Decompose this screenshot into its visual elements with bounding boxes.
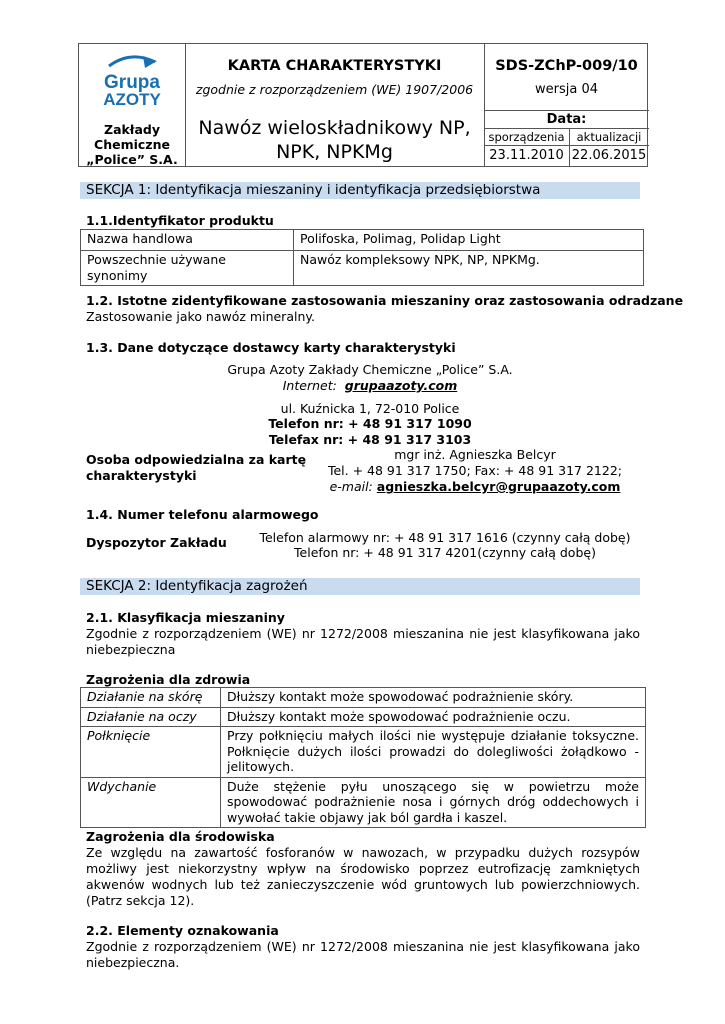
internet-link[interactable]: grupaazoty.com (344, 378, 458, 393)
s11-heading: 1.1.Identyfikator produktu (86, 213, 274, 228)
s21-heading: 2.1. Klasyfikacja mieszaniny (86, 610, 285, 625)
email-link[interactable]: agnieszka.belcyr@grupaazoty.com (376, 479, 621, 494)
s21-text: Zgodnie z rozporządzeniem (WE) nr 1272/2008 mieszanina nie jest klasyfikowana jako niebezpieczna (86, 626, 640, 657)
table-label: Powszechnie używane synonimy (81, 251, 294, 286)
document-header (78, 43, 648, 167)
table-value: Nawóz kompleksowy NPK, NP, NPKMg. (294, 251, 644, 286)
supplier-internet: Internet: grupaazoty.com (282, 378, 458, 393)
document-title: KARTA CHARAKTERYSTYKI (227, 58, 442, 74)
table-label: Działanie na oczy (81, 707, 221, 727)
s13-heading: 1.3. Dane dotyczące dostawcy karty charakterystyki (86, 340, 456, 355)
responsible-name: mgr inż. Agnieszka Belcyr (394, 447, 556, 462)
env-heading: Zagrożenia dla środowiska (86, 829, 275, 844)
health-hazards-table (80, 687, 646, 828)
env-text: Ze względu na zawartość fosforanów w nawozach, w przypadku dużych rozsypów możliwy jest niekorzystny wpływ na środowisko poprzez eutrofizację zamkniętych akwenów wodnych lub też zanieczyszczenie wód gruntowych lub powierzchniowych. (Patrz sekcja 12). (86, 845, 640, 908)
table-row (81, 251, 644, 286)
s14-heading: 1.4. Numer telefonu alarmowego (86, 507, 319, 522)
responsible-label: Osoba odpowiedzialna za kartę charakterystyki (86, 452, 307, 483)
company-name: Zakłady Chemiczne „Police” S.A. (86, 122, 178, 167)
created-column-label: sporządzenia (488, 130, 565, 144)
section1-title: SEKCJA 1: Identyfikacja mieszaniny i identyfikacja przedsiębiorstwa (80, 182, 640, 199)
health-heading: Zagrożenia dla zdrowia (86, 672, 251, 687)
table-row (81, 727, 646, 778)
table-value: Duże stężenie pyłu unoszącego się w powietrzu może spowodować podrażnienie nosa i górnych dróg oddechowych i wywołać takie objawy jak ból gardła i kaszel. (221, 777, 646, 828)
table-label: Działanie na skórę (81, 688, 221, 708)
table-label: Nazwa handlowa (81, 230, 294, 251)
s12-text: Zastosowanie jako nawóz mineralny. (86, 309, 315, 324)
regulation-subtitle: zgodnie z rozporządzeniem (WE) 1907/2006 (195, 82, 474, 97)
responsible-email (300, 479, 650, 495)
responsible-phone: Tel. + 48 91 317 1750; Fax: + 48 91 317 2122; (327, 463, 622, 478)
alarm-phone-2: Telefon nr: + 48 91 317 4201(czynny całą dobę) (294, 545, 596, 560)
table-row (81, 707, 646, 727)
supplier-phone: Telefon nr: + 48 91 317 1090 (268, 416, 472, 431)
document-version: wersja 04 (534, 82, 598, 97)
table-row (81, 777, 646, 828)
product-identifier-table (80, 229, 644, 286)
updated-column-label: aktualizacji (576, 130, 642, 144)
svg-text:AZOTY: AZOTY (103, 90, 161, 109)
s22-heading: 2.2. Elementy oznakowania (86, 923, 279, 938)
internet-label: Internet (282, 378, 333, 393)
dispatcher-label: Dyspozytor Zakładu (86, 535, 227, 550)
updated-date: 22.06.2015 (571, 148, 647, 163)
supplier-fax: Telefax nr: + 48 91 317 3103 (268, 432, 472, 447)
document-id: SDS-ZChP-009/10 (495, 58, 638, 74)
svg-text:Grupa: Grupa (104, 72, 160, 93)
section2-title: SEKCJA 2: Identyfikacja zagrożeń (80, 578, 640, 595)
table-label: Połknięcie (81, 727, 221, 778)
supplier-name: Grupa Azoty Zakłady Chemiczne „Police” S.A. (227, 362, 513, 377)
grupa-azoty-logo (79, 44, 185, 122)
table-row (81, 230, 644, 251)
date-label: Data: (546, 112, 587, 127)
alarm-phone: Telefon alarmowy nr: + 48 91 317 1616 (czynny całą dobę) (259, 530, 631, 545)
supplier-address: ul. Kuźnicka 1, 72-010 Police (280, 401, 460, 416)
email-label: e-mail: (329, 479, 373, 494)
table-value: Przy połknięciu małych ilości nie występuje działanie toksyczne. Połknięcie dużych ilości prowadzi do dolegliwości żołądkowo - jelitowych. (221, 727, 646, 778)
table-value: Polifoska, Polimag, Polidap Light (294, 230, 644, 251)
table-value: Dłuższy kontakt może spowodować podrażnienie oczu. (221, 707, 646, 727)
product-name: Nawóz wieloskładnikowy NP, NPK, NPKMg (198, 117, 471, 163)
table-label: Wdychanie (81, 777, 221, 828)
table-row (81, 688, 646, 708)
s12-heading: 1.2. Istotne zidentyfikowane zastosowania mieszaniny oraz zastosowania odradzane (86, 293, 684, 308)
s22-text: Zgodnie z rozporządzeniem (WE) nr 1272/2008 mieszanina nie jest klasyfikowana jako niebezpieczna. (86, 939, 640, 970)
created-date: 23.11.2010 (489, 148, 564, 163)
table-value: Dłuższy kontakt może spowodować podrażnienie skóry. (221, 688, 646, 708)
